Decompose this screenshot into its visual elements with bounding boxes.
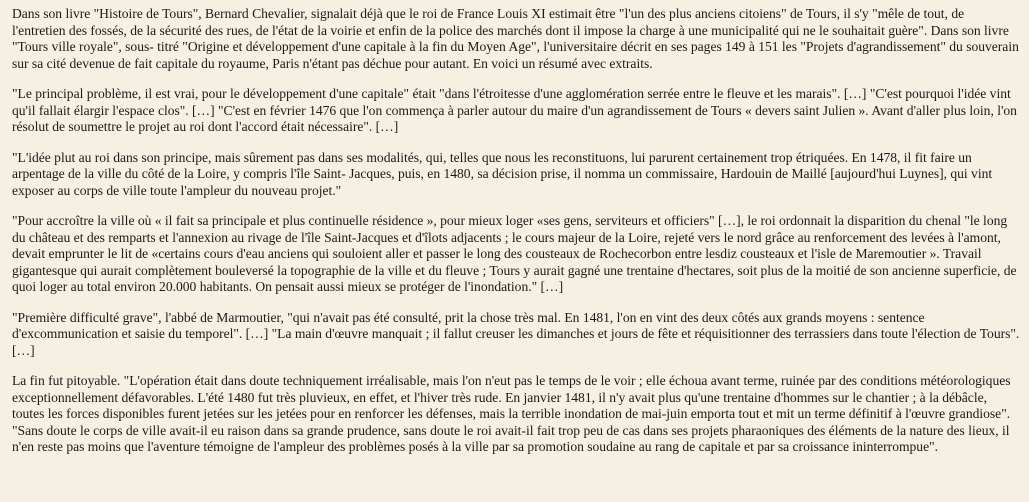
- paragraph-ending: La fin fut pitoyable. "L'opération était dans doute techniquement irréalisable, mais l'on n'eut pas le temps de le voir ; elle échoua avant terme, ruinée par des conditions météorologiques exceptionnellement défavorables. L'été 1480 fut très pluvieux, en effet, et l'hiver très rude. En janvier 1481, il n'y avait plus qu'une trentaine d'hommes sur le chantier ; à la débâcle, toutes les forces disponibles furent jetées sur les jetées pour en renforcer les défenses, mais la terrible inondation de mai-juin emporta tout et mit un terme définitif à l'œuvre grandiose". "Sans doute le corps de ville avait-il eu raison dans sa grande prudence, sans doute le roi avait-il fait trop peu de cas dans ses projets pharaoniques des éléments de la nature des lieux, il n'en reste pas moins que l'aventure témoigne de l'ampleur des problèmes posés à la ville par sa promotion soudaine au rang de capitale et par sa croissance ininterrompue".: [12, 373, 1011, 454]
- paragraph-project: "Pour accroître la ville où « il fait sa principale et plus continuelle résidence », pour mieux loger «ses gens, serviteurs et officiers" […], le roi ordonnait la disparition du chenal "le long du château et des remparts et l'annexion au rivage de l'île Saint-Jacques et d'îlots adjacents ; le cours majeur de la Loire, rejeté vers le nord grâce au renforcement des levées à l'amont, devait emprunter le lit de «certains cours d'eau anciens qui souloient aller et passer le long des cousteaux de Rochecorbon entre lesdiz cousteaux et l'isle de Maremoutier ». Travail gigantesque qui aurait complètement bouleversé la topographie de la ville et du fleuve ; Tours y aurait gagné une trentaine d'hectares, soit plus de la moitié de son ancienne superficie, de quoi loger au total environ 20.000 habitants. On pensait aussi mieux se protéger de l'inondation." […]: [12, 213, 1017, 294]
- paragraph-difficulty: "Première difficulté grave", l'abbé de Marmoutier, "qui n'avait pas été consulté, prit la chose très mal. En 1481, l'on en vint des deux côtés aux grands moyens : sentence d'excommunication et saisie du temporel". […] "La main d'œuvre manquait ; il fallut creuser les dimanches et jours de fête et réquisitionner des terrassiers dans toute l'élection de Tours". […]: [12, 309, 1020, 358]
- paragraph-king-idea: "L'idée plut au roi dans son principe, mais sûrement pas dans ses modalités, qui, telles que nous les reconstituons, lui parurent certainement trop étriquées. En 1478, il fit faire un arpentage de la ville du côté de la Loire, y compris l'île Saint- Jacques, puis, en 1480, sa décision prise, il nomma un commissaire, Hardouin de Maillé [aujourd'hui Luynes], qui vint exposer au corps de ville toute l'ampleur du nouveau projet.": [12, 149, 993, 198]
- article-text: [12, 6, 1020, 470]
- paragraph-problem: "Le principal problème, il est vrai, pour le développement d'une capitale" était "dans l'étroitesse d'une agglomération serrée entre le fleuve et les marais". […] "C'est pourquoi l'idée vint qu'il fallait élargir l'espace clos". […] "C'est en février 1476 que l'on commença à parler autour du maire d'un agrandissement de Tours « devers saint Julien ». Avant d'aller plus loin, l'on résolut de soumettre le projet au roi dont l'accord était nécessaire". […]: [12, 86, 1017, 134]
- paragraph-intro: Dans son livre "Histoire de Tours", Bernard Chevalier, signalait déjà que le roi de France Louis XI estimait être "l'un des plus anciens citoiens" de Tours, il s'y "mêle de tout, de l'entretien des fossés, de la sécurité des rues, de l'état de la voirie et enfin de la police des marchés dont il impose la charge à une municipalité qui ne le souhaitait guère". Dans son livre "Tours ville royale", sous- titré "Origine et développement d'une capitale à la fin du Moyen Age", l'universitaire décrit en ses pages 149 à 151 les "Projets d'agrandissement" du souverain sur sa cité devenue de fait capitale du royaume, Paris n'étant pas déchue pour autant. En voici un résumé avec extraits.: [12, 6, 1019, 71]
